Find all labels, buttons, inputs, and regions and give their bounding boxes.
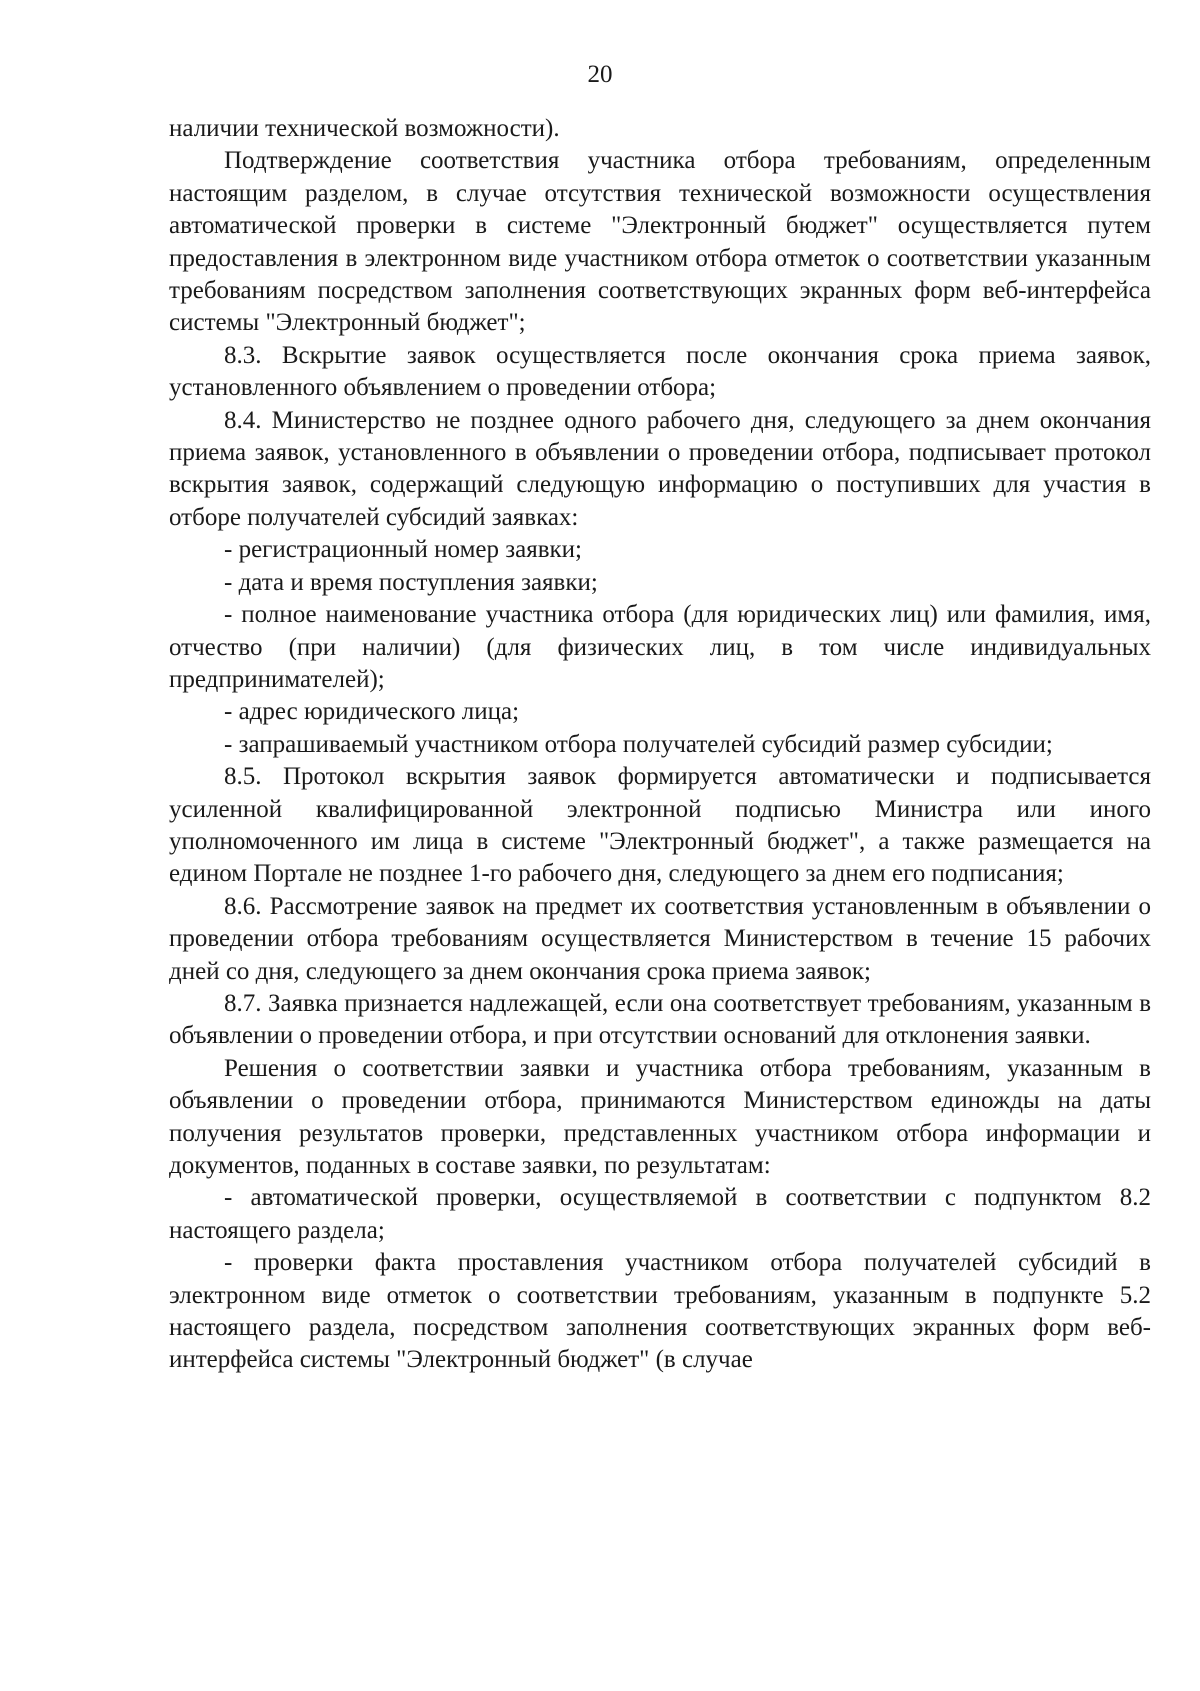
paragraph-continuation: наличии технической возможности). <box>169 115 560 142</box>
list-item-full-name: - полное наименование участника отбора (для юридических лиц) или фамилия, имя, отчество (при наличии) (для физических лиц, в том числе индивидуальных предпринимателей); <box>169 601 1151 693</box>
page-number: 20 <box>587 61 613 88</box>
list-item-subsidy-amount: - запрашиваемый участником отбора получателей субсидий размер субсидии; <box>224 730 1053 758</box>
list-item-legal-address: - адрес юридического лица; <box>224 698 520 726</box>
list-item-registration-number: - регистрационный номер заявки; <box>224 536 582 564</box>
paragraph-8-3: 8.3. Вскрытие заявок осуществляется после окончания срока приема заявок, установленного объявлением о проведении отбора; <box>169 341 1151 402</box>
list-item-date-time: - дата и время поступления заявки; <box>224 568 598 596</box>
paragraph-8-4: 8.4. Министерство не позднее одного рабочего дня, следующего за днем окончания приема заявок, установленного в объявлении о проведении отбора, подписывает протокол вскрытия заявок, содержащий следующую информацию о поступивших для участия в отборе получателей субсидий заявках: <box>169 406 1151 531</box>
paragraph-decisions: Решения о соответствии заявки и участника отбора требованиям, указанным в объявлении о проведении отбора, принимаются Министерством единожды на даты получения результатов проверки, представленных участником отбора информации и документов, поданных в составе заявки, по результатам: <box>169 1054 1151 1179</box>
document-body <box>169 113 1151 1377</box>
list-item-manual-check: - проверки факта проставления участником отбора получателей субсидий в электронном виде отметок о соответствии требованиям, указанным в подпункте 5.2 настоящего раздела, посредством заполнения соответствующих экранных форм веб-интерфейса системы "Электронный бюджет" (в случае <box>169 1249 1151 1374</box>
list-item-automatic-check: - автоматической проверки, осуществляемой в соответствии с подпунктом 8.2 настоящего раздела; <box>169 1184 1151 1244</box>
paragraph-confirmation: Подтверждение соответствия участника отбора требованиям, определенным настоящим разделом, в случае отсутствия технической возможности осуществления автоматической проверки в системе "Электронный бюджет" осуществляется путем предоставления в электронном виде участником отбора отметок о соответствии указанным требованиям посредством заполнения соответствующих экранных форм веб-интерфейса системы "Электронный бюджет"; <box>169 147 1151 337</box>
paragraph-8-5: 8.5. Протокол вскрытия заявок формируется автоматически и подписывается усиленной квалифицированной электронной подписью Министра или иного уполномоченного им лица в системе "Электронный бюджет", а также размещается на едином Портале не позднее 1-го рабочего дня, следующего за днем его подписания; <box>169 763 1151 888</box>
paragraph-8-6: 8.6. Рассмотрение заявок на предмет их соответствия установленным в объявлении о проведении отбора требованиям осуществляется Министерством в течение 15 рабочих дней со дня, следующего за днем окончания срока приема заявок; <box>169 892 1151 985</box>
paragraph-8-7: 8.7. Заявка признается надлежащей, если она соответствует требованиям, указанным в объявлении о проведении отбора, и при отсутствии оснований для отклонения заявки. <box>169 989 1151 1050</box>
